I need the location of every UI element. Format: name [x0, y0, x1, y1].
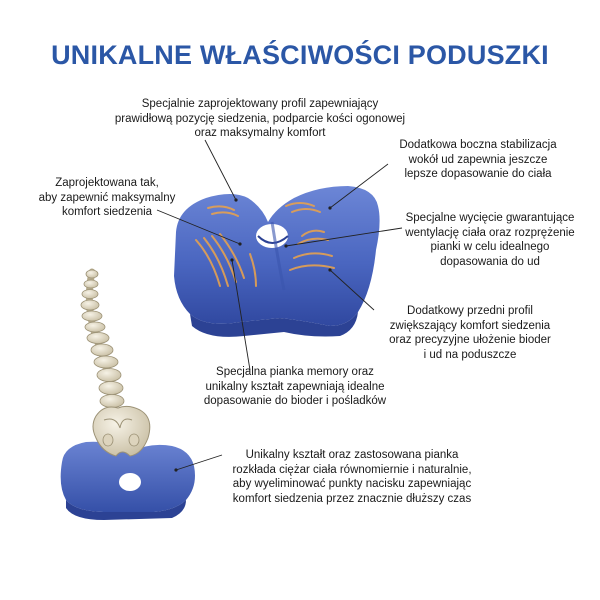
callout-right-top-line: lepsze dopasowanie do ciała: [404, 168, 552, 180]
callout-bottom: [222, 448, 482, 506]
callout-center-line: dopasowanie do bioder i pośladków: [203, 395, 387, 407]
callout-right-mid-line: wentylację ciała oraz rozprężenie: [405, 226, 575, 239]
callout-right-low-line: zwiększający komfort siedzenia: [389, 319, 551, 332]
callout-center-line: unikalny kształt zapewniają idealne: [205, 380, 385, 393]
spine-illustration: [81, 270, 150, 456]
main-cushion: [174, 186, 380, 337]
callout-right-top: [378, 138, 578, 182]
callout-bottom-line: komfort siedzenia przez znacznie dłuższy czas: [232, 492, 472, 505]
callout-left-line: aby zapewnić maksymalny: [38, 191, 176, 204]
callout-left-line: komfort siedzenia: [61, 206, 153, 218]
callout-right-mid-line: dopasowania do ud: [440, 255, 540, 268]
callout-right-low: [370, 304, 570, 362]
callout-left: [22, 176, 192, 220]
callout-center-line: Specjalna pianka memory oraz: [216, 366, 374, 378]
callout-right-low-line: oraz precyzyjne ułożenie bioder: [389, 334, 551, 346]
callout-top-line: prawidłową pozycję siedzenia, podparcie kości ogonowej: [114, 112, 406, 125]
callout-right-low-line: Dodatkowy przedni profil: [407, 305, 533, 317]
callout-bottom-line: rozkłada ciężar ciała równomiernie i naturalnie,: [232, 463, 472, 476]
callout-bottom-line: Unikalny kształt oraz zastosowana pianka: [245, 449, 459, 461]
callout-top-line: oraz maksymalny komfort: [194, 127, 326, 139]
callout-center: [190, 365, 400, 409]
callout-right-mid: [388, 211, 592, 269]
callout-top: [110, 97, 410, 141]
callout-left-line: Zaprojektowana tak,: [55, 177, 159, 189]
callout-right-top-line: wokół ud zapewnia jeszcze: [408, 153, 548, 166]
page-title: UNIKALNE WŁAŚCIWOŚCI PODUSZKI: [51, 40, 549, 70]
callout-top-line: Specjalnie zaprojektowany profil zapewniający: [141, 98, 379, 110]
callout-right-low-line: i ud na poduszcze: [423, 348, 517, 361]
callout-right-mid-line: Specjalne wycięcie gwarantujące: [405, 212, 575, 224]
callout-right-top-line: Dodatkowa boczna stabilizacja: [399, 139, 557, 151]
callout-right-mid-line: pianki w celu idealnego: [430, 241, 550, 253]
callout-bottom-line: aby wyeliminować punkty nacisku zapewniając: [232, 478, 472, 490]
